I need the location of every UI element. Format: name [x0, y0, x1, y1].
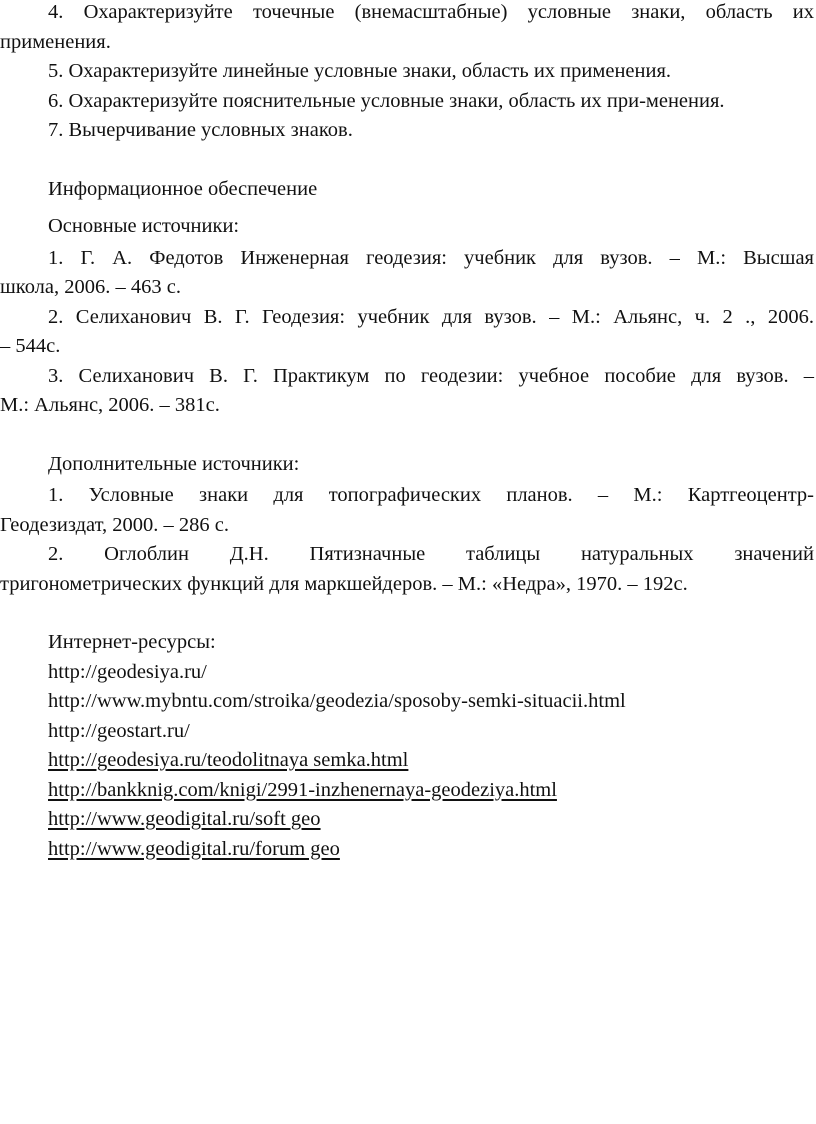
link-text[interactable]: http://geodesiya.ru/teodolitnaya semka.html — [48, 749, 409, 771]
spacer — [0, 146, 814, 175]
link-text[interactable]: http://geostart.ru/ — [48, 719, 190, 742]
extra-source-1-line-1: 1. Условные знаки для топографических планов. – М.: Картгеоцентр- — [48, 484, 814, 506]
extra-source-1-line-2: Геодезиздат, 2000. – 286 с. — [0, 513, 230, 536]
question-7: 7. Вычерчивание условных знаков. — [48, 119, 353, 141]
info-heading: Информационное обеспечение — [48, 177, 318, 200]
spacer — [0, 599, 814, 628]
question-5: 5. Охарактеризуйте линейные условные знаки, область их применения. — [48, 60, 672, 82]
main-sources-heading: Основные источники: — [48, 215, 240, 237]
link-text[interactable]: http://geodesiya.ru/ — [48, 660, 207, 683]
main-source-3-line-1: 3. Селиханович В. Г. Практикум по геодезии: учебное пособие для вузов. – — [48, 364, 814, 387]
link-4[interactable] — [0, 776, 814, 806]
link-0[interactable] — [0, 658, 814, 688]
extra-source-2-line-2: тригонометрических функций для маркшейдеров. – М.: «Недра», 1970. – 192с. — [0, 572, 688, 595]
question-4-line-1: 4. Охарактеризуйте точечные (внемасштабные) условные знаки, область их — [48, 1, 814, 23]
link-text[interactable]: http://www.geodigital.ru/soft geo — [48, 808, 321, 830]
question-4-line-2: применения. — [0, 30, 111, 53]
link-6[interactable] — [0, 835, 814, 865]
main-source-2-line-1: 2. Селиханович В. Г. Геодезия: учебник для вузов. – М.: Альянс, ч. 2 ., 2006. — [48, 305, 814, 328]
main-source-3-line-2: М.: Альянс, 2006. – 381с. — [0, 394, 220, 416]
spacer — [0, 421, 814, 450]
extra-source-2-line-1: 2. Оглоблин Д.Н. Пятизначные таблицы натуральных значений — [48, 543, 814, 565]
main-source-1-line-2: школа, 2006. – 463 с. — [0, 276, 181, 298]
question-6: 6. Охарактеризуйте пояснительные условные знаки, область их при-менения. — [48, 89, 725, 112]
link-1[interactable] — [0, 687, 814, 717]
extra-sources-heading: Дополнительные источники: — [48, 452, 300, 475]
link-text[interactable]: http://www.geodigital.ru/forum geo — [48, 837, 340, 860]
internet-heading: Интернет-ресурсы: — [48, 631, 216, 653]
link-3[interactable] — [0, 746, 814, 776]
link-text[interactable]: http://bankknig.com/knigi/2991-inzhenernaya-geodeziya.html — [48, 778, 557, 801]
link-2[interactable] — [0, 717, 814, 747]
main-source-2-line-2: – 544с. — [0, 335, 61, 357]
link-5[interactable] — [0, 805, 814, 835]
link-text[interactable]: http://www.mybntu.com/stroika/geodezia/sposoby-semki-situacii.html — [48, 690, 626, 712]
main-source-1-line-1: 1. Г. А. Федотов Инженерная геодезия: учебник для вузов. – М.: Высшая — [48, 246, 814, 269]
